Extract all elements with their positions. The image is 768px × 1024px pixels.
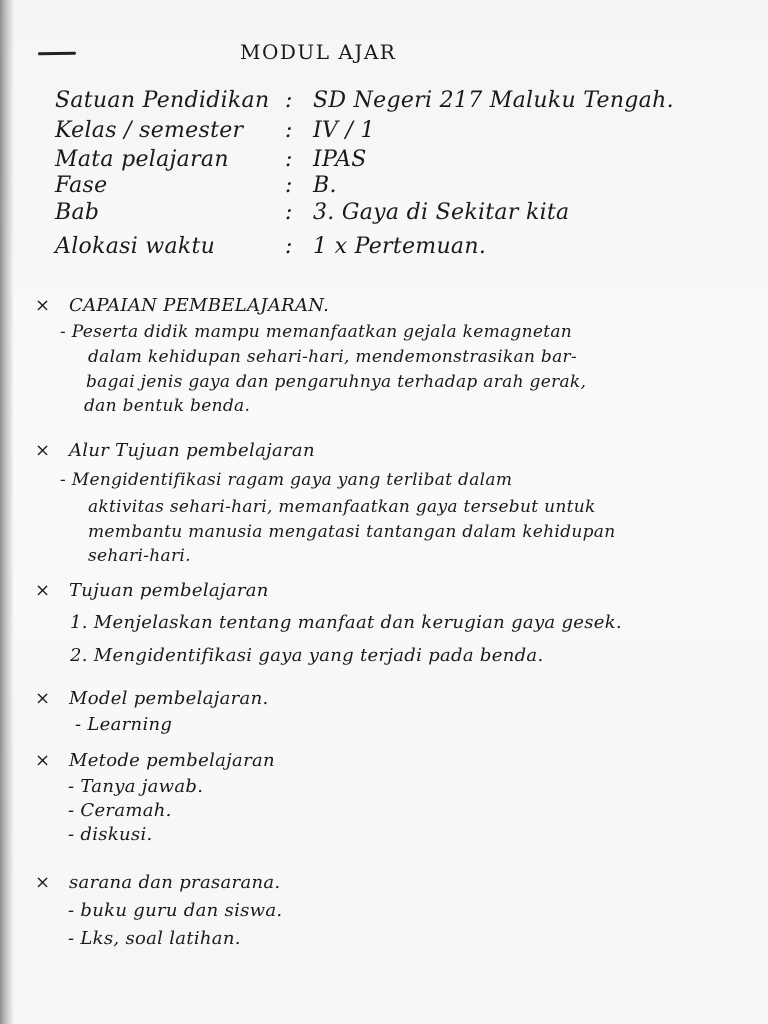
pen-dash-mark <box>38 52 76 56</box>
info-separator: : <box>285 234 293 259</box>
model-item: - Learning <box>75 714 173 735</box>
info-separator: : <box>285 200 293 225</box>
info-value: 1 x Pertemuan. <box>313 234 487 259</box>
tujuan-item: 1. Menjelaskan tentang manfaat dan kerugian gaya gesek. <box>70 612 622 633</box>
capaian-line: dan bentuk benda. <box>84 396 251 416</box>
capaian-line: bagai jenis gaya dan pengaruhnya terhadap arah gerak, <box>86 372 587 392</box>
capaian-line: dalam kehidupan sehari-hari, mendemonstrasikan bar- <box>88 347 578 367</box>
section-title: Model pembelajaran. <box>69 688 269 709</box>
tujuan-item: 2. Mengidentifikasi gaya yang terjadi pada benda. <box>70 645 544 666</box>
info-label: Mata pelajaran <box>55 147 229 172</box>
metode-item: - diskusi. <box>68 824 153 845</box>
info-value: B. <box>313 173 337 198</box>
cross-bullet: × <box>35 688 51 709</box>
alur-line: - Mengidentifikasi ragam gaya yang terlibat dalam <box>60 470 513 490</box>
section-sarana-heading <box>35 872 280 893</box>
info-separator: : <box>285 118 293 143</box>
info-value: SD Negeri 217 Maluku Tengah. <box>313 88 674 113</box>
info-label: Satuan Pendidikan <box>55 88 270 113</box>
section-title: Alur Tujuan pembelajaran <box>69 440 315 461</box>
info-value: IPAS <box>313 147 367 172</box>
info-label: Alokasi waktu <box>55 234 216 259</box>
cross-bullet: × <box>35 295 51 316</box>
info-separator: : <box>285 147 293 172</box>
section-title: CAPAIAN PEMBELAJARAN. <box>69 295 330 316</box>
section-tujuan-heading <box>35 580 269 601</box>
info-value: IV / 1 <box>313 118 375 143</box>
cross-bullet: × <box>35 440 51 461</box>
sarana-item: - Lks, soal latihan. <box>68 928 241 949</box>
page-edge-shadow <box>0 0 14 1024</box>
alur-line: aktivitas sehari-hari, memanfaatkan gaya tersebut untuk <box>88 497 596 517</box>
cross-bullet: × <box>35 580 51 601</box>
section-model-heading <box>35 688 269 709</box>
section-title: Metode pembelajaran <box>69 750 275 771</box>
sarana-item: - buku guru dan siswa. <box>68 900 283 921</box>
alur-line: sehari-hari. <box>88 546 191 566</box>
info-separator: : <box>285 173 293 198</box>
alur-line: membantu manusia mengatasi tantangan dalam kehidupan <box>88 522 616 542</box>
section-title: Tujuan pembelajaran <box>69 580 269 601</box>
info-label: Kelas / semester <box>55 118 244 143</box>
document-title: MODUL AJAR <box>240 40 397 64</box>
info-label: Fase <box>55 173 108 198</box>
metode-item: - Tanya jawab. <box>68 776 204 797</box>
section-metode-heading <box>35 750 275 771</box>
metode-item: - Ceramah. <box>68 800 172 821</box>
info-value: 3. Gaya di Sekitar kita <box>313 200 570 225</box>
capaian-line: - Peserta didik mampu memanfaatkan gejala kemagnetan <box>60 322 573 342</box>
section-capaian-heading <box>35 295 329 316</box>
cross-bullet: × <box>35 872 51 893</box>
info-label: Bab <box>55 200 100 225</box>
section-alur-heading <box>35 440 315 461</box>
info-separator: : <box>285 88 293 113</box>
section-title: sarana dan prasarana. <box>69 872 281 893</box>
cross-bullet: × <box>35 750 51 771</box>
